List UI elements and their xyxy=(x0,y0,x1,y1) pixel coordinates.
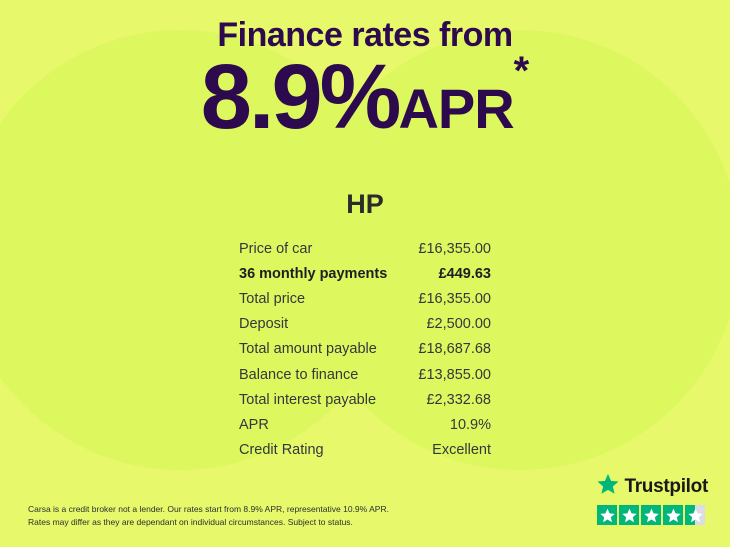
trustpilot-star-filled xyxy=(619,505,639,525)
row-label: Total price xyxy=(239,290,306,307)
table-row xyxy=(239,387,491,412)
row-value: £449.63 xyxy=(438,265,491,282)
trustpilot-star-filled xyxy=(641,505,661,525)
table-row xyxy=(239,337,491,362)
disclaimer-line-2: Rates may differ as they are dependant on individual circumstances. Subject to status. xyxy=(28,516,353,527)
row-value: £2,500.00 xyxy=(426,316,491,333)
trustpilot-header xyxy=(597,473,708,500)
row-label: Price of car xyxy=(239,240,313,257)
rate-asterisk: * xyxy=(513,49,530,93)
table-row xyxy=(239,412,491,437)
trustpilot-star-filled xyxy=(663,505,683,525)
rate-unit: APR xyxy=(398,77,514,140)
row-value: £16,355.00 xyxy=(418,290,491,307)
disclaimer xyxy=(28,503,389,529)
table-row xyxy=(239,438,491,463)
trustpilot-star-icon xyxy=(597,473,619,500)
product-title: HP xyxy=(346,189,384,219)
row-value: £2,332.68 xyxy=(426,391,491,408)
trustpilot-star-filled xyxy=(597,505,617,525)
finance-details-table xyxy=(239,236,491,463)
row-label: Total interest payable xyxy=(239,391,377,408)
table-row xyxy=(239,362,491,387)
row-value: £16,355.00 xyxy=(418,240,491,257)
headline: Finance rates from xyxy=(217,16,513,54)
row-label: Deposit xyxy=(239,316,289,333)
row-value: £18,687.68 xyxy=(418,341,491,358)
trustpilot-rating xyxy=(597,473,708,525)
disclaimer-line-1: Carsa is a credit broker not a lender. Our rates start from 8.9% APR, representative 10.9% APR. xyxy=(28,503,389,514)
table-row xyxy=(239,236,491,261)
rate-line xyxy=(0,46,730,148)
trustpilot-star-half xyxy=(685,505,705,525)
row-value: £13,855.00 xyxy=(418,366,491,383)
trustpilot-name: Trustpilot xyxy=(624,475,708,497)
table-row xyxy=(239,286,491,311)
row-label: 36 monthly payments xyxy=(239,265,388,282)
table-row xyxy=(239,312,491,337)
rate-value: 8.9% xyxy=(200,46,399,148)
row-label: APR xyxy=(239,416,269,433)
table-row xyxy=(239,261,491,286)
row-value: 10.9% xyxy=(449,416,491,433)
row-label: Balance to finance xyxy=(239,366,359,383)
row-label: Total amount payable xyxy=(239,341,377,358)
row-label: Credit Rating xyxy=(239,442,324,459)
row-value: Excellent xyxy=(432,442,491,459)
trustpilot-stars xyxy=(597,505,708,525)
